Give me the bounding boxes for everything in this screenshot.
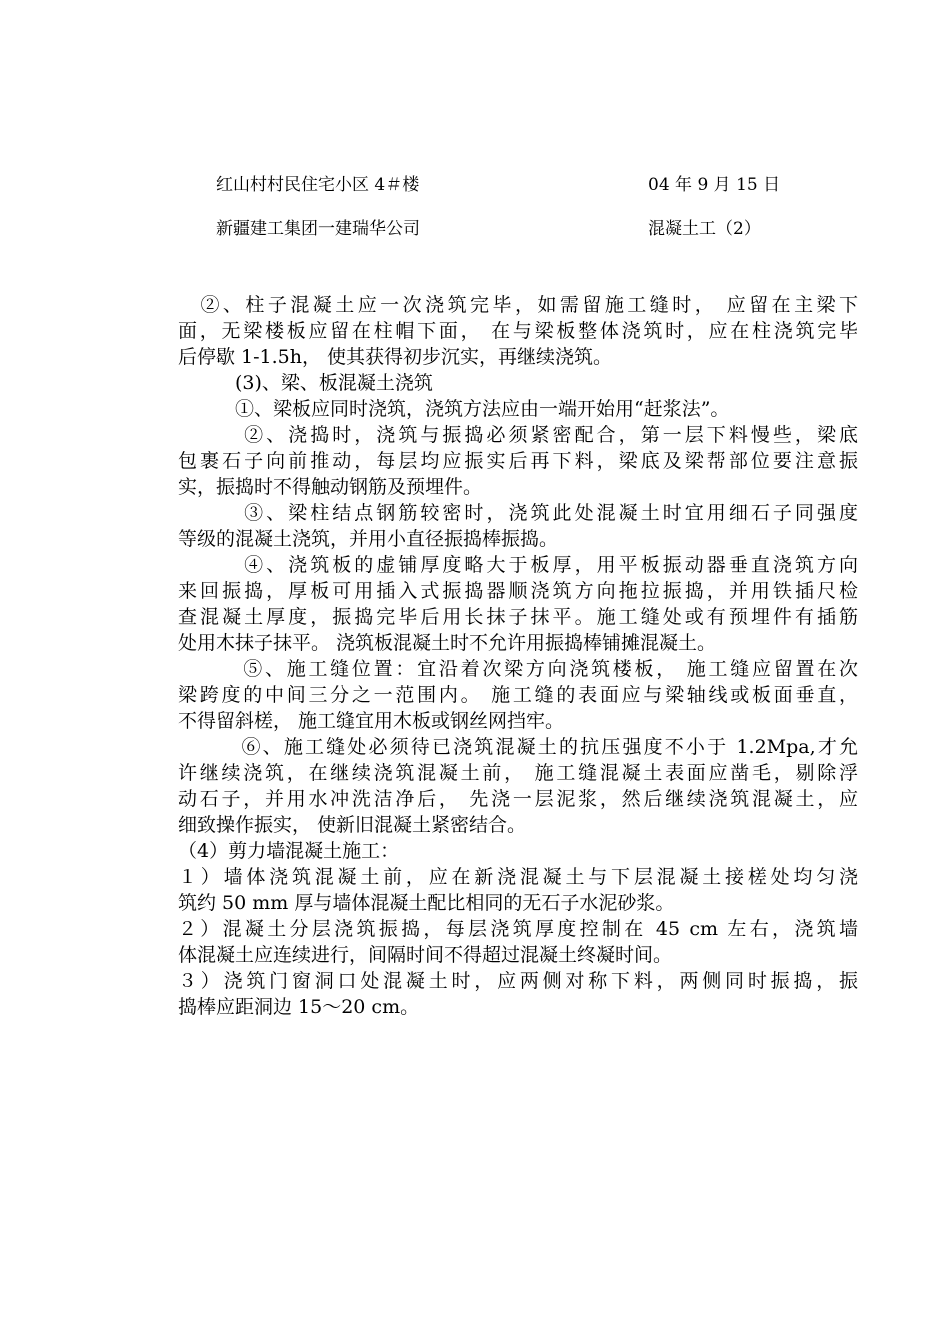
text-line: 后停歇 1-1.5h， 使其获得初步沉实，再继续浇筑。 (178, 346, 613, 368)
text-line: (3)、梁、板混凝土浇筑 (178, 372, 433, 394)
text-line: 查混凝土厚度，振捣完毕后用长抹子抹平。施工缝处或有预埋件有插筋 (178, 606, 858, 628)
text-line: 等级的混凝土浇筑，并用小直径振捣棒振捣。 (178, 528, 559, 550)
text-line: 处用木抹子抹平。 浇筑板混凝土时不允许用振捣棒铺摊混凝土。 (178, 632, 717, 654)
text-line: 实，振捣时不得触动钢筋及预埋件。 (178, 476, 483, 498)
text-line: 捣棒应距洞边 15～20 cm。 (178, 996, 420, 1018)
text-line: ③、梁柱结点钢筋较密时，浇筑此处混凝土时宜用细石子同强度 (178, 502, 858, 524)
text-line: 梁跨度的中间三分之一范围内。 施工缝的表面应与梁轴线或板面垂直， (178, 684, 858, 706)
company-name: 新疆建工集团一建瑞华公司 (216, 219, 420, 239)
project-name: 红山村村民住宅小区 4＃楼 (216, 175, 420, 195)
text-line: ２）混凝土分层浇筑振捣，每层浇筑厚度控制在 45 cm 左右，浇筑墙 (178, 918, 858, 940)
text-line: ②、浇捣时，浇筑与振捣必须紧密配合，第一层下料慢些，梁底 (178, 424, 858, 446)
text-line: １）墙体浇筑混凝土前，应在新浇混凝土与下层混凝土接槎处均匀浇 (178, 866, 858, 888)
text-line: （4）剪力墙混凝土施工： (178, 840, 400, 862)
text-line: 筑约 50 mm 厚与墙体混凝土配比相同的无石子水泥砂浆。 (178, 892, 675, 914)
text-line: 许继续浇筑，在继续浇筑混凝土前， 施工缝混凝土表面应凿毛，剔除浮 (178, 762, 858, 784)
document-date: 04 年 9 月 15 日 (648, 175, 781, 195)
document-type: 混凝土工（2） (648, 219, 761, 239)
header-row-project (0, 170, 950, 200)
text-line: ①、梁板应同时浇筑，浇筑方法应由一端开始用“赶浆法”。 (178, 398, 730, 420)
text-line: 面，无梁楼板应留在柱帽下面， 在与梁板整体浇筑时，应在柱浇筑完毕 (178, 320, 858, 342)
text-line: ④、浇筑板的虚铺厚度略大于板厚，用平板振动器垂直浇筑方向 (178, 554, 858, 576)
header-row-company (0, 214, 950, 244)
text-line: 细致操作振实， 使新旧混凝土紧密结合。 (178, 814, 527, 836)
text-line: ②、柱子混凝土应一次浇筑完毕，如需留施工缝时， 应留在主梁下 (178, 294, 858, 316)
text-line: 来回振捣，厚板可用插入式振捣器顺浇筑方向拖拉振捣，并用铁插尺检 (178, 580, 858, 602)
text-line: 动石子，并用水冲洗洁净后， 先浇一层泥浆，然后继续浇筑混凝土，应 (178, 788, 858, 810)
text-line: 体混凝土应连续进行，间隔时间不得超过混凝土终凝时间。 (178, 944, 673, 966)
text-line: ⑤、施工缝位置：宜沿着次梁方向浇筑楼板， 施工缝应留置在次 (178, 658, 858, 680)
text-line: 包裹石子向前推动，每层均应振实后再下料，梁底及梁帮部位要注意振 (178, 450, 858, 472)
text-line: 不得留斜槎， 施工缝宜用木板或钢丝网挡牢。 (178, 710, 565, 732)
text-line: ３）浇筑门窗洞口处混凝土时，应两侧对称下料，两侧同时振捣，振 (178, 970, 858, 992)
document-body (178, 292, 858, 1020)
text-line: ⑥、施工缝处必须待已浇筑混凝土的抗压强度不小于 1.2Mpa,才允 (178, 736, 858, 758)
